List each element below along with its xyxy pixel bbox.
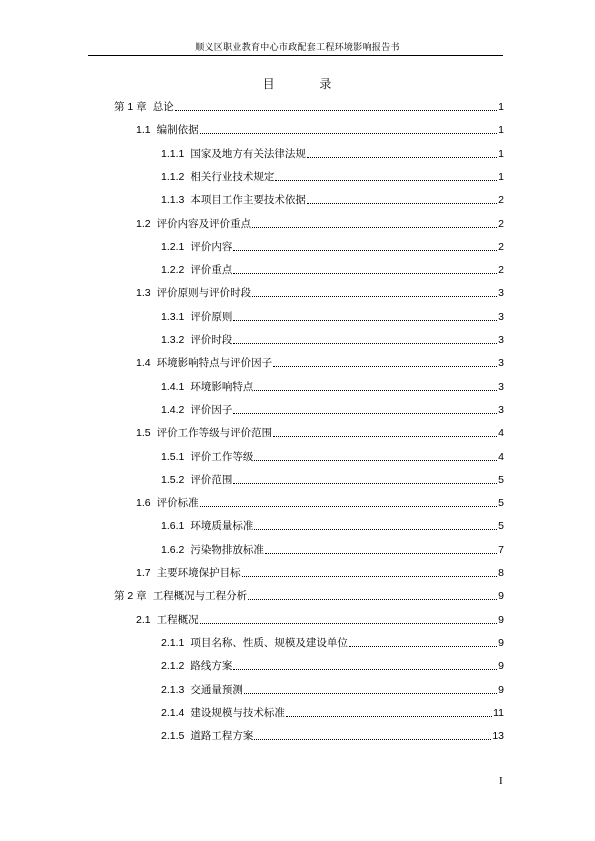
running-header: 顺义区职业教育中心市政配套工程环境影响报告书 — [195, 43, 400, 53]
toc-entry-number: 2.1.5 — [161, 730, 185, 743]
toc-entry[interactable] — [161, 376, 504, 394]
dot-leader — [233, 412, 497, 414]
dot-leader — [286, 715, 492, 717]
toc-entry-title: 环境质量标准 — [190, 520, 254, 533]
toc-entry-page: 1 — [498, 124, 504, 137]
toc-entry-title: 污染物排放标准 — [190, 543, 264, 556]
dot-leader — [242, 575, 498, 577]
toc-entry-title: 相关行业技术规定 — [190, 170, 275, 183]
toc-entry-number: 2.1.2 — [161, 660, 185, 673]
toc-entry[interactable] — [136, 562, 504, 580]
toc-entry-page: 13 — [492, 730, 504, 743]
toc-entry[interactable] — [161, 725, 504, 743]
toc-entry-title: 评价工作等级 — [190, 450, 254, 463]
toc-entry-number: 2.1.4 — [161, 706, 185, 719]
toc-entry-number: 1.7 — [136, 567, 151, 579]
toc-entry-title: 总论 — [152, 101, 174, 113]
toc-entry-page: 5 — [498, 520, 504, 533]
toc-entry-title: 国家及地方有关法律法规 — [190, 147, 306, 160]
toc-entry[interactable] — [136, 213, 504, 231]
toc-entry-page: 9 — [498, 636, 504, 649]
toc-entry-number: 第 1 章 — [114, 101, 147, 113]
toc-entry[interactable] — [136, 352, 504, 370]
toc-entry-title: 评价原则 — [190, 310, 233, 323]
toc-entry[interactable] — [161, 329, 504, 347]
dot-leader — [349, 645, 497, 647]
toc-entry-number: 2.1.3 — [161, 683, 185, 696]
toc-entry-number: 1.6.1 — [161, 520, 185, 533]
toc-entry-number: 1.3.1 — [161, 310, 185, 323]
dot-leader — [233, 342, 497, 344]
toc-entry-number: 第 2 章 — [114, 590, 147, 603]
toc-entry-page: 9 — [498, 683, 504, 696]
toc-entry-page: 11 — [493, 706, 504, 719]
toc-entry-number: 1.2.1 — [161, 240, 185, 253]
toc-entry-number: 1.5.2 — [161, 473, 185, 486]
toc-entry-page: 5 — [498, 497, 504, 510]
toc-entry[interactable] — [161, 469, 504, 487]
dot-leader — [200, 132, 498, 134]
dot-leader — [265, 552, 497, 554]
toc-entry-title: 评价标准 — [156, 497, 199, 510]
toc-entry-number: 1.4.2 — [161, 403, 185, 416]
toc-entry[interactable] — [161, 702, 504, 720]
dot-leader — [273, 435, 497, 437]
dot-leader — [233, 482, 497, 484]
toc-entry-page: 2 — [498, 217, 504, 230]
header-divider — [88, 55, 503, 56]
toc-entry[interactable] — [161, 632, 504, 650]
toc-entry[interactable] — [161, 655, 504, 673]
toc-entry[interactable] — [161, 679, 504, 697]
toc-entry[interactable] — [114, 585, 504, 603]
dot-leader — [275, 179, 497, 181]
toc-entry-number: 1.1.3 — [161, 194, 185, 207]
dot-leader — [233, 272, 497, 274]
toc-entry-title: 环境影响特点与评价因子 — [156, 357, 273, 370]
dot-leader — [233, 319, 497, 321]
toc-entry-page: 3 — [498, 334, 504, 346]
toc-entry-page: 9 — [498, 660, 504, 673]
dot-leader — [200, 622, 498, 624]
toc-entry-number: 1.2.2 — [161, 264, 185, 277]
toc-entry-number: 1.5.1 — [161, 450, 185, 463]
toc-entry-page: 7 — [498, 543, 504, 556]
toc-entry-number: 1.1.1 — [161, 147, 185, 160]
dot-leader — [254, 459, 497, 461]
toc-entry-page: 3 — [498, 380, 504, 393]
dot-leader — [175, 109, 497, 111]
dot-leader — [233, 668, 497, 670]
toc-entry-title: 评价范围 — [190, 473, 233, 486]
toc-entry-page: 9 — [498, 613, 504, 626]
toc-entry-number: 1.1.2 — [161, 170, 185, 183]
toc-entry-number: 1.6 — [136, 497, 151, 510]
toc-entry[interactable] — [161, 166, 504, 184]
toc-entry-number: 1.4 — [136, 357, 151, 370]
toc-entry[interactable] — [136, 119, 504, 137]
toc-entry-page: 4 — [498, 427, 504, 440]
dot-leader — [200, 505, 498, 507]
toc-entry-title: 建设规模与技术标准 — [190, 706, 285, 719]
dot-leader — [307, 202, 497, 204]
toc-entry[interactable] — [136, 422, 504, 440]
toc-entry[interactable] — [161, 189, 504, 207]
toc-entry[interactable] — [161, 306, 504, 324]
toc-entry-title: 评价工作等级与评价范围 — [156, 427, 273, 440]
toc-entry-page: 1 — [498, 170, 504, 183]
toc-entry-page: 5 — [498, 473, 504, 486]
page-number: I — [499, 775, 503, 787]
toc-entry-title: 评价因子 — [190, 403, 233, 416]
toc-title-right: 录 — [319, 77, 333, 91]
toc-entry-page: 3 — [498, 357, 504, 370]
toc-entry-page: 9 — [498, 590, 504, 603]
toc-entry[interactable] — [161, 515, 504, 533]
toc-entry-title: 评价时段 — [190, 334, 233, 346]
toc-entry-number: 2.1 — [136, 613, 151, 626]
toc-entry-title: 编制依据 — [156, 124, 199, 137]
toc-entry-title: 评价重点 — [190, 264, 233, 277]
toc-entry-title: 交通量预测 — [190, 683, 243, 696]
toc-entry-number: 1.6.2 — [161, 543, 185, 556]
toc-entry[interactable] — [161, 446, 504, 464]
toc-entry-title: 工程概况与工程分析 — [152, 590, 248, 603]
dot-leader — [254, 738, 491, 740]
toc-entry-page: 4 — [498, 450, 504, 463]
toc-entry-page: 2 — [498, 264, 504, 277]
toc-entry-title: 主要环境保护目标 — [156, 567, 241, 579]
dot-leader — [252, 295, 497, 297]
toc-entry-title: 路线方案 — [190, 660, 233, 673]
toc-entry-title: 环境影响特点 — [190, 380, 254, 393]
toc-entry-page: 2 — [498, 240, 504, 253]
toc-entry-page: 1 — [498, 147, 504, 160]
toc-entry[interactable] — [136, 609, 504, 627]
toc-entry-page: 3 — [498, 403, 504, 416]
toc-entry-title: 道路工程方案 — [190, 730, 254, 743]
toc-entry-number: 1.5 — [136, 427, 151, 440]
toc-entry-page: 1 — [498, 101, 504, 113]
toc-entry-page: 2 — [498, 194, 504, 207]
toc-entry-page: 3 — [498, 310, 504, 323]
toc-entry-title: 评价原则与评价时段 — [156, 287, 252, 300]
toc-entry[interactable] — [136, 492, 504, 510]
toc-entry-title: 评价内容 — [190, 240, 233, 253]
toc-entry[interactable] — [161, 539, 504, 557]
toc-entry[interactable] — [161, 143, 504, 161]
toc-entry-title: 本项目工作主要技术依据 — [190, 194, 306, 207]
toc-entry-title: 评价内容及评价重点 — [156, 217, 252, 230]
toc-entry[interactable] — [161, 399, 504, 417]
dot-leader — [254, 528, 497, 530]
dot-leader — [248, 598, 497, 600]
toc-entry-number: 1.3.2 — [161, 334, 185, 346]
toc-entry[interactable] — [161, 259, 504, 277]
toc-entry-number: 1.3 — [136, 287, 151, 300]
toc-title — [0, 75, 595, 92]
toc-title-left: 目 — [262, 77, 276, 91]
toc-entry-number: 1.1 — [136, 124, 151, 137]
dot-leader — [252, 226, 497, 228]
toc-entry-title: 工程概况 — [156, 613, 199, 626]
toc-entry-page: 3 — [498, 287, 504, 300]
toc-entry[interactable] — [136, 282, 504, 300]
toc-entry-number: 1.2 — [136, 217, 151, 230]
dot-leader — [307, 156, 497, 158]
dot-leader — [244, 692, 497, 694]
toc-entry[interactable] — [161, 236, 504, 254]
toc-entry-title: 项目名称、性质、规模及建设单位 — [190, 636, 348, 649]
toc-entry-number: 1.4.1 — [161, 380, 185, 393]
dot-leader — [254, 389, 497, 391]
toc-entry-number: 2.1.1 — [161, 636, 185, 649]
dot-leader — [273, 365, 497, 367]
toc-entry[interactable] — [114, 96, 504, 114]
toc-entry-page: 8 — [498, 567, 504, 579]
dot-leader — [233, 249, 497, 251]
